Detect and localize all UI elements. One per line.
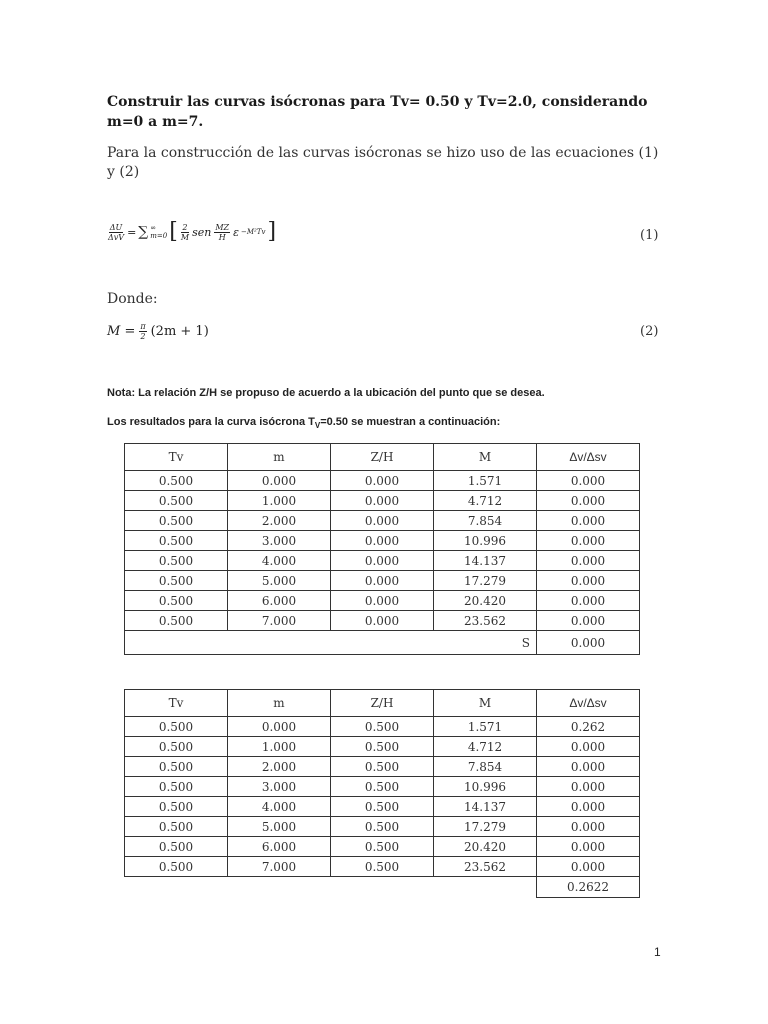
equation-2-label: (2) xyxy=(640,324,659,339)
table-cell: 0.000 xyxy=(331,511,434,531)
table-cell: 0.000 xyxy=(331,531,434,551)
table-cell: 0.500 xyxy=(331,837,434,857)
table-cell: 0.000 xyxy=(537,777,640,797)
table-cell: 0.262 xyxy=(537,717,640,737)
table-cell: 5.000 xyxy=(228,817,331,837)
table-row xyxy=(125,591,640,611)
table-cell: 6.000 xyxy=(228,837,331,857)
equation-1 xyxy=(107,219,277,244)
table-cell: 0.000 xyxy=(537,757,640,777)
results-caption-suffix: =0.50 se muestran a continuación: xyxy=(320,416,501,428)
table2-header-zh: Z/H xyxy=(331,690,434,717)
results-caption-sub: V xyxy=(314,421,321,431)
table-cell: 10.996 xyxy=(434,531,537,551)
eq1-sum-sub: m=0 xyxy=(150,232,168,240)
table-cell: 14.137 xyxy=(434,797,537,817)
table-cell: 0.000 xyxy=(537,857,640,877)
table-cell: 0.500 xyxy=(331,797,434,817)
document-title: Construir las curvas isócronas para Tv= 0.50 y Tv=2.0, considerando m=0 a m=7. xyxy=(107,94,648,130)
table-cell: 0.500 xyxy=(125,471,228,491)
table-row xyxy=(125,817,640,837)
table-cell: 0.500 xyxy=(331,757,434,777)
eq2-pi-num: π xyxy=(140,322,146,331)
table-cell: 0.000 xyxy=(537,471,640,491)
table-cell: 0.500 xyxy=(125,611,228,631)
table-row xyxy=(125,777,640,797)
table-row xyxy=(125,551,640,571)
table-row xyxy=(125,491,640,511)
eq1-arg-fraction xyxy=(214,223,230,242)
table-cell: 0.000 xyxy=(228,717,331,737)
table-cell: 0.000 xyxy=(331,491,434,511)
table2-total-row xyxy=(125,877,640,898)
table1-total-label: S xyxy=(125,631,537,655)
table-cell: 14.137 xyxy=(434,551,537,571)
table-row xyxy=(125,471,640,491)
table-cell: 7.854 xyxy=(434,511,537,531)
equation-2 xyxy=(107,322,209,341)
table-cell: 4.712 xyxy=(434,491,537,511)
eq1-lhs-num: ΔU xyxy=(109,222,123,232)
table-cell: 4.712 xyxy=(434,737,537,757)
eq1-term-den: M xyxy=(180,232,190,242)
eq1-lhs-fraction xyxy=(108,223,124,242)
table1-header-row xyxy=(125,444,640,471)
table-row xyxy=(125,511,640,531)
eq1-exp-power: −M²Tv xyxy=(240,228,266,236)
eq1-equals: = xyxy=(127,225,137,239)
table-cell: 0.500 xyxy=(125,757,228,777)
table1-header-zh: Z/H xyxy=(331,444,434,471)
table-cell: 0.500 xyxy=(125,817,228,837)
table-cell: 0.500 xyxy=(125,717,228,737)
table-cell: 0.000 xyxy=(331,571,434,591)
eq1-close-bracket: ] xyxy=(267,219,277,244)
table-cell: 0.500 xyxy=(331,857,434,877)
results-table-2 xyxy=(124,689,640,898)
table-cell: 1.000 xyxy=(228,491,331,511)
results-caption-prefix: Los resultados para la curva isócrona T xyxy=(107,416,315,428)
table-cell: 0.000 xyxy=(537,591,640,611)
equation-1-label: (1) xyxy=(640,228,659,243)
table2-header-mm: M xyxy=(434,690,537,717)
table-cell: 0.000 xyxy=(537,817,640,837)
table-cell: 5.000 xyxy=(228,571,331,591)
eq1-arg-den: H xyxy=(218,232,226,242)
table-cell: 0.000 xyxy=(331,591,434,611)
table-cell: 0.000 xyxy=(537,491,640,511)
table-cell: 0.000 xyxy=(331,551,434,571)
table-cell: 0.000 xyxy=(537,511,640,531)
eq1-lhs-den: ΔvV xyxy=(108,232,125,242)
table-cell: 2.000 xyxy=(228,511,331,531)
eq2-pi-fraction xyxy=(139,322,146,341)
table-cell: 2.000 xyxy=(228,757,331,777)
table-cell: 0.000 xyxy=(537,737,640,757)
table-cell: 0.000 xyxy=(331,471,434,491)
eq1-exp-base: ε xyxy=(233,225,239,239)
table-cell: 7.000 xyxy=(228,857,331,877)
table-cell: 0.500 xyxy=(125,777,228,797)
table-cell: 23.562 xyxy=(434,857,537,877)
table-cell: 0.500 xyxy=(331,817,434,837)
table-row xyxy=(125,737,640,757)
table2-header-tv: Tv xyxy=(125,690,228,717)
page-number: 1 xyxy=(654,945,661,959)
table1-header-mm: M xyxy=(434,444,537,471)
table-cell: 0.000 xyxy=(537,837,640,857)
table-cell: 0.500 xyxy=(331,777,434,797)
table-cell: 0.000 xyxy=(537,531,640,551)
table-cell: 4.000 xyxy=(228,551,331,571)
table-cell: 10.996 xyxy=(434,777,537,797)
table-cell: 0.000 xyxy=(228,471,331,491)
eq1-sum-symbol: ∑ xyxy=(138,224,149,240)
eq1-arg-num: MZ xyxy=(215,222,230,232)
table-row xyxy=(125,857,640,877)
eq1-term-fraction xyxy=(181,223,189,242)
table-cell: 20.420 xyxy=(434,591,537,611)
table-cell: 0.500 xyxy=(125,857,228,877)
table-cell: 3.000 xyxy=(228,777,331,797)
results-caption xyxy=(107,416,500,430)
table-cell: 0.000 xyxy=(537,571,640,591)
table1-total-value: 0.000 xyxy=(537,631,640,655)
table-cell: 6.000 xyxy=(228,591,331,611)
table-cell: 0.500 xyxy=(125,571,228,591)
table-cell: 0.500 xyxy=(331,717,434,737)
table-cell: 20.420 xyxy=(434,837,537,857)
table2-total-spacer xyxy=(125,877,537,898)
eq1-sum-limits xyxy=(150,224,167,240)
table-cell: 0.500 xyxy=(125,531,228,551)
table1-header-ratio: Δv/Δsv xyxy=(537,444,640,471)
note-text: Nota: La relación Z/H se propuso de acuerdo a la ubicación del punto que se desea. xyxy=(107,387,545,399)
table1-total-row xyxy=(125,631,640,655)
table-cell: 7.000 xyxy=(228,611,331,631)
table-cell: 1.571 xyxy=(434,471,537,491)
table-row xyxy=(125,611,640,631)
table-cell: 0.500 xyxy=(125,797,228,817)
table-row xyxy=(125,797,640,817)
donde-label: Donde: xyxy=(107,291,158,307)
table-cell: 3.000 xyxy=(228,531,331,551)
table-cell: 1.000 xyxy=(228,737,331,757)
table1-header-tv: Tv xyxy=(125,444,228,471)
table-cell: 17.279 xyxy=(434,817,537,837)
table1-header-m: m xyxy=(228,444,331,471)
intro-paragraph: Para la construcción de las curvas isócronas se hizo uso de las ecuaciones (1) y (2) xyxy=(107,145,659,180)
table2-header-ratio: Δv/Δsv xyxy=(537,690,640,717)
table-cell: 0.000 xyxy=(537,551,640,571)
table-cell: 23.562 xyxy=(434,611,537,631)
table-cell: 0.500 xyxy=(125,591,228,611)
table-row xyxy=(125,571,640,591)
table-cell: 0.500 xyxy=(125,737,228,757)
table2-header-row xyxy=(125,690,640,717)
table-cell: 0.000 xyxy=(537,797,640,817)
table2-header-m: m xyxy=(228,690,331,717)
table-cell: 0.500 xyxy=(125,837,228,857)
table-cell: 0.500 xyxy=(125,491,228,511)
table-cell: 0.500 xyxy=(125,511,228,531)
table-row xyxy=(125,837,640,857)
table-cell: 0.000 xyxy=(537,611,640,631)
table2-total-value: 0.2622 xyxy=(537,877,640,898)
table-cell: 7.854 xyxy=(434,757,537,777)
table-cell: 1.571 xyxy=(434,717,537,737)
table-row xyxy=(125,531,640,551)
table-cell: 0.000 xyxy=(331,611,434,631)
table-row xyxy=(125,757,640,777)
table-cell: 0.500 xyxy=(125,551,228,571)
results-table-1 xyxy=(124,443,640,655)
eq1-sen: sen xyxy=(192,225,212,239)
eq1-open-bracket: [ xyxy=(169,219,178,244)
eq2-rhs: (2m + 1) xyxy=(150,324,209,339)
eq2-pi-den: 2 xyxy=(140,332,146,341)
eq2-lhs: M = xyxy=(107,324,136,339)
table-cell: 4.000 xyxy=(228,797,331,817)
eq1-sum-sup: ∞ xyxy=(150,224,157,232)
table-cell: 0.500 xyxy=(331,737,434,757)
table-cell: 17.279 xyxy=(434,571,537,591)
table-row xyxy=(125,717,640,737)
eq1-term-num: 2 xyxy=(182,222,188,232)
